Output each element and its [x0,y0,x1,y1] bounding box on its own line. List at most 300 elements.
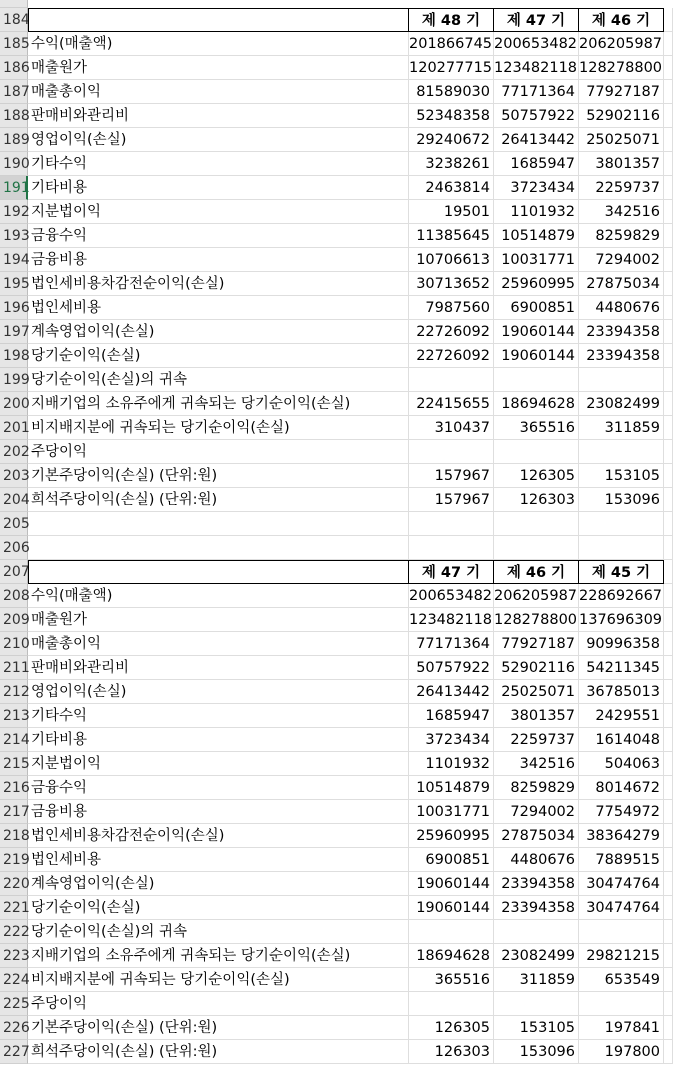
cell-value[interactable]: 3723434 [494,176,579,200]
cell-value[interactable]: 10031771 [494,248,579,272]
cell-value[interactable]: 30474764 [579,896,664,920]
table-row [0,680,673,704]
table-row [0,32,673,56]
cell-value[interactable]: 310437 [409,416,494,440]
cell-value[interactable] [409,440,494,464]
cell-account-label[interactable]: 매출원가 [28,56,409,80]
cell-account-label[interactable]: 기타수익 [28,704,409,728]
cell-empty[interactable] [664,1016,673,1040]
cell-empty[interactable] [664,128,673,152]
cell-value[interactable]: 54211345 [579,656,664,680]
cell-empty[interactable] [664,272,673,296]
cell-value[interactable]: 157967 [409,464,494,488]
cell-value[interactable]: 200653482 [409,584,494,608]
cell-value[interactable]: 126303 [409,1040,494,1064]
cell-value[interactable]: 128278800 [579,56,664,80]
cell-label-header[interactable] [28,8,409,32]
table-row [0,56,673,80]
table-row [0,440,673,464]
cell-account-label[interactable]: 지배기업의 소유주에게 귀속되는 당기순이익(손실) [28,392,409,416]
cell-value[interactable]: 128278800 [494,608,579,632]
cell-account-label[interactable]: 매출총이익 [28,632,409,656]
row-number[interactable]: 210 [0,632,28,656]
cell-empty[interactable] [664,56,673,80]
cell-empty[interactable] [664,488,673,512]
cell-value[interactable]: 2259737 [579,176,664,200]
cell-value[interactable] [494,920,579,944]
cell-empty[interactable] [409,536,494,560]
cell-account-label[interactable]: 매출원가 [28,608,409,632]
row-number[interactable]: 201 [0,416,28,440]
row-number[interactable]: 189 [0,128,28,152]
cell-value[interactable]: 22726092 [409,344,494,368]
cell-empty[interactable] [579,536,664,560]
cell-value[interactable]: 19060144 [494,344,579,368]
cell-value[interactable]: 120277715 [409,56,494,80]
cell-value[interactable]: 25960995 [494,272,579,296]
cell-value[interactable]: 11385645 [409,224,494,248]
cell-value[interactable]: 228692667 [579,584,664,608]
row-number[interactable]: 187 [0,80,28,104]
cell-value[interactable]: 23394358 [494,896,579,920]
cell-value[interactable]: 197841 [579,1016,664,1040]
cell-empty[interactable] [664,968,673,992]
cell-value[interactable]: 26413442 [409,680,494,704]
row-number[interactable]: 185 [0,32,28,56]
cell-value[interactable] [579,368,664,392]
cell-empty[interactable] [664,200,673,224]
row-number[interactable]: 208 [0,584,28,608]
row-number[interactable]: 204 [0,488,28,512]
cell-value[interactable]: 19501 [409,200,494,224]
cell-value[interactable]: 8014672 [579,776,664,800]
cell-value[interactable]: 2429551 [579,704,664,728]
cell-value[interactable]: 81589030 [409,80,494,104]
period-header-row [0,8,673,32]
cell-value[interactable]: 19060144 [409,896,494,920]
cell-empty[interactable] [664,416,673,440]
cell-value[interactable]: 365516 [409,968,494,992]
cell-value[interactable]: 157967 [409,488,494,512]
row-number[interactable] [0,0,28,8]
cell-account-label[interactable]: 당기순이익(손실)의 귀속 [28,368,409,392]
row-number[interactable]: 209 [0,608,28,632]
cell-value[interactable]: 23394358 [579,320,664,344]
cell-value[interactable]: 23394358 [494,872,579,896]
cell-value[interactable]: 27875034 [579,272,664,296]
cell-empty[interactable] [664,704,673,728]
table-row [0,104,673,128]
cell-account-label[interactable]: 기타수익 [28,152,409,176]
cell-value[interactable]: 8259829 [579,224,664,248]
cell-empty[interactable] [664,512,673,536]
cell-account-label[interactable]: 계속영업이익(손실) [28,320,409,344]
cell-value[interactable]: 3723434 [409,728,494,752]
cell-value[interactable] [579,992,664,1016]
cell-empty[interactable] [664,632,673,656]
cell-value[interactable]: 126303 [494,488,579,512]
table-row [0,272,673,296]
cell-value[interactable]: 126305 [494,464,579,488]
period-header-cell[interactable]: 제 48 기 [409,8,494,32]
row-number[interactable]: 226 [0,1016,28,1040]
row-number[interactable]: 188 [0,104,28,128]
cell-value[interactable]: 6900851 [494,296,579,320]
cell-value[interactable]: 18694628 [494,392,579,416]
cell-empty[interactable] [664,368,673,392]
cell-value[interactable]: 77927187 [494,632,579,656]
cell-account-label[interactable]: 당기순이익(손실)의 귀속 [28,920,409,944]
cell-account-label[interactable]: 계속영업이익(손실) [28,872,409,896]
cell-empty[interactable] [664,464,673,488]
cell-account-label[interactable]: 희석주당이익(손실) (단위:원) [28,488,409,512]
cell-value[interactable]: 90996358 [579,632,664,656]
cell-value[interactable]: 200653482 [494,32,579,56]
row-number[interactable]: 214 [0,728,28,752]
cell-value[interactable]: 7754972 [579,800,664,824]
cell-value[interactable]: 153096 [579,488,664,512]
row-number[interactable]: 213 [0,704,28,728]
cell-value[interactable]: 25960995 [409,824,494,848]
cell-value[interactable] [409,992,494,1016]
row-number[interactable]: 199 [0,368,28,392]
cell-account-label[interactable]: 금융수익 [28,776,409,800]
cell-empty[interactable] [664,896,673,920]
row-number[interactable]: 218 [0,824,28,848]
table-row [0,944,673,968]
cell-value[interactable]: 1685947 [409,704,494,728]
cell-label-header[interactable] [28,560,409,584]
table-row [0,704,673,728]
cell-value[interactable]: 4480676 [579,296,664,320]
cell-value[interactable]: 504063 [579,752,664,776]
cell-empty[interactable] [28,512,409,536]
cell-account-label[interactable]: 당기순이익(손실) [28,896,409,920]
cell-value[interactable] [409,920,494,944]
row-number[interactable]: 193 [0,224,28,248]
row-number[interactable]: 191 [0,176,28,200]
table-row [0,608,673,632]
cell-value[interactable]: 206205987 [494,584,579,608]
cell-empty[interactable] [579,512,664,536]
cell-empty[interactable] [664,296,673,320]
cell-empty[interactable] [664,392,673,416]
cell-value[interactable]: 6900851 [409,848,494,872]
cell-value[interactable]: 22415655 [409,392,494,416]
table-row [0,776,673,800]
cell-empty[interactable] [664,752,673,776]
cell-account-label[interactable]: 지배기업의 소유주에게 귀속되는 당기순이익(손실) [28,944,409,968]
cell-value[interactable]: 10706613 [409,248,494,272]
cell-value[interactable]: 7294002 [579,248,664,272]
row-number[interactable]: 196 [0,296,28,320]
table-row [0,632,673,656]
cell-empty[interactable] [664,608,673,632]
cell-value[interactable]: 342516 [579,200,664,224]
cell-value[interactable]: 10514879 [494,224,579,248]
row-number[interactable]: 202 [0,440,28,464]
cell-account-label[interactable]: 기본주당이익(손실) (단위:원) [28,1016,409,1040]
cell-empty[interactable] [494,512,579,536]
table-row [0,800,673,824]
cell-value[interactable]: 365516 [494,416,579,440]
cell-value[interactable]: 3238261 [409,152,494,176]
cell-value[interactable]: 3801357 [579,152,664,176]
cell-value[interactable]: 30474764 [579,872,664,896]
cell-empty[interactable] [664,176,673,200]
row-number[interactable]: 195 [0,272,28,296]
cell-account-label[interactable]: 비지배지분에 귀속되는 당기순이익(손실) [28,416,409,440]
cell-empty[interactable] [664,8,673,32]
cell-empty[interactable] [28,536,409,560]
cell-account-label[interactable]: 금융수익 [28,224,409,248]
cell-value[interactable]: 1685947 [494,152,579,176]
cell-value[interactable]: 77171364 [494,80,579,104]
cell-value[interactable]: 23394358 [579,344,664,368]
cell-empty[interactable] [664,560,673,584]
cell-empty[interactable] [664,872,673,896]
row-number[interactable]: 197 [0,320,28,344]
cell-value[interactable]: 7987560 [409,296,494,320]
cell-empty[interactable] [664,440,673,464]
row-number[interactable]: 225 [0,992,28,1016]
cell-empty[interactable] [664,944,673,968]
cell-value[interactable]: 311859 [494,968,579,992]
table-row [0,152,673,176]
table-row [0,920,673,944]
cell-value[interactable]: 77171364 [409,632,494,656]
cell-value[interactable]: 137696309 [579,608,664,632]
blank-row [0,512,673,536]
cell-value[interactable]: 50757922 [494,104,579,128]
row-number[interactable]: 217 [0,800,28,824]
cell-account-label[interactable]: 매출총이익 [28,80,409,104]
cell-value[interactable]: 25025071 [579,128,664,152]
cell-value[interactable]: 7294002 [494,800,579,824]
cell-account-label[interactable]: 법인세비용 [28,848,409,872]
cell-account-label[interactable]: 지분법이익 [28,752,409,776]
cell-empty[interactable] [664,80,673,104]
table-row [0,872,673,896]
cell-value[interactable] [579,920,664,944]
row-number[interactable]: 224 [0,968,28,992]
cell-empty[interactable] [664,584,673,608]
table-row [0,656,673,680]
cell-empty[interactable] [664,344,673,368]
cell-value[interactable]: 201866745 [409,32,494,56]
cell-empty[interactable] [664,680,673,704]
cell-value[interactable]: 123482118 [409,608,494,632]
cell-value[interactable]: 153105 [494,1016,579,1040]
cell-value[interactable]: 2259737 [494,728,579,752]
row-number[interactable]: 198 [0,344,28,368]
row-number[interactable]: 203 [0,464,28,488]
table-row [0,176,673,200]
row-number[interactable]: 220 [0,872,28,896]
cell-value[interactable]: 126305 [409,1016,494,1040]
row-number[interactable]: 194 [0,248,28,272]
row-number[interactable]: 212 [0,680,28,704]
cell-value[interactable]: 342516 [494,752,579,776]
row-number[interactable]: 215 [0,752,28,776]
table-row [0,968,673,992]
cell-value[interactable]: 7889515 [579,848,664,872]
cell-account-label[interactable]: 기타비용 [28,176,409,200]
cell-empty[interactable] [664,1040,673,1064]
table-row [0,224,673,248]
cell-value[interactable]: 10031771 [409,800,494,824]
cell-value[interactable]: 1101932 [409,752,494,776]
cell-value[interactable]: 52902116 [579,104,664,128]
row-number[interactable]: 205 [0,512,28,536]
cell-account-label[interactable]: 지분법이익 [28,200,409,224]
cell-value[interactable] [494,368,579,392]
cell-value[interactable]: 23082499 [494,944,579,968]
table-row [0,464,673,488]
cell-value[interactable] [494,440,579,464]
row-number[interactable]: 186 [0,56,28,80]
period-header-cell[interactable]: 제 47 기 [494,8,579,32]
cell-empty[interactable] [664,152,673,176]
cell-account-label[interactable]: 법인세비용 [28,296,409,320]
cell-value[interactable]: 77927187 [579,80,664,104]
cell-empty[interactable] [664,32,673,56]
cell-account-label[interactable]: 판매비와관리비 [28,656,409,680]
table-row [0,824,673,848]
cell-value[interactable]: 27875034 [494,824,579,848]
cell-value[interactable]: 653549 [579,968,664,992]
cell-value[interactable]: 8259829 [494,776,579,800]
cell-value[interactable]: 50757922 [409,656,494,680]
row-number[interactable]: 190 [0,152,28,176]
cell-account-label[interactable]: 수익(매출액) [28,584,409,608]
cell-empty[interactable] [664,848,673,872]
cell-empty[interactable] [664,824,673,848]
cell-value[interactable]: 1101932 [494,200,579,224]
cell-empty[interactable] [664,536,673,560]
table-row [0,344,673,368]
cell-value[interactable]: 311859 [579,416,664,440]
cell-account-label[interactable]: 금융비용 [28,800,409,824]
table-row [0,584,673,608]
row-number[interactable]: 219 [0,848,28,872]
cell-empty[interactable] [664,104,673,128]
cell-account-label[interactable]: 주당이익 [28,992,409,1016]
row-number[interactable]: 216 [0,776,28,800]
cell-empty[interactable] [664,800,673,824]
cell-value[interactable]: 206205987 [579,32,664,56]
period-header-cell[interactable]: 제 47 기 [409,560,494,584]
cell-account-label[interactable]: 영업이익(손실) [28,128,409,152]
cell-value[interactable]: 52348358 [409,104,494,128]
cell-value[interactable]: 19060144 [494,320,579,344]
cell-value[interactable]: 22726092 [409,320,494,344]
table-row [0,752,673,776]
period-header-cell[interactable]: 제 46 기 [494,560,579,584]
cell-account-label[interactable]: 영업이익(손실) [28,680,409,704]
cell-account-label[interactable]: 법인세비용차감전순이익(손실) [28,824,409,848]
cell-empty[interactable] [664,320,673,344]
cell-empty[interactable] [664,248,673,272]
cell-value[interactable]: 10514879 [409,776,494,800]
cell-account-label[interactable]: 판매비와관리비 [28,104,409,128]
table-row [0,992,673,1016]
row-number[interactable]: 206 [0,536,28,560]
cell-value[interactable] [409,368,494,392]
cell-empty[interactable] [664,992,673,1016]
table-row [0,80,673,104]
cell-account-label[interactable]: 법인세비용차감전순이익(손실) [28,272,409,296]
table-row [0,1016,673,1040]
cell-value[interactable]: 23082499 [579,392,664,416]
table-row [0,416,673,440]
table-row [0,128,673,152]
cell-value[interactable]: 197800 [579,1040,664,1064]
cell-account-label[interactable]: 기타비용 [28,728,409,752]
period-header-cell[interactable]: 제 45 기 [579,560,664,584]
cell-value[interactable]: 29240672 [409,128,494,152]
cell-account-label[interactable]: 주당이익 [28,440,409,464]
cell-account-label[interactable]: 금융비용 [28,248,409,272]
row-number[interactable]: 211 [0,656,28,680]
cell-value[interactable]: 29821215 [579,944,664,968]
cell-value[interactable]: 18694628 [409,944,494,968]
table-row [0,392,673,416]
cell-value[interactable]: 4480676 [494,848,579,872]
row-number[interactable]: 227 [0,1040,28,1064]
row-number[interactable]: 222 [0,920,28,944]
cell-account-label[interactable]: 수익(매출액) [28,32,409,56]
cell-value[interactable]: 123482118 [494,56,579,80]
row-number[interactable]: 200 [0,392,28,416]
cell-value[interactable]: 26413442 [494,128,579,152]
cell-value[interactable]: 25025071 [494,680,579,704]
row-number[interactable]: 184 [0,8,28,32]
period-header-cell[interactable]: 제 46 기 [579,8,664,32]
period-header-row [0,560,673,584]
cell-value[interactable]: 153096 [494,1040,579,1064]
cell-value[interactable]: 1614048 [579,728,664,752]
cell-value[interactable]: 3801357 [494,704,579,728]
cell-value[interactable]: 19060144 [409,872,494,896]
cell-empty[interactable] [664,776,673,800]
cell-empty[interactable] [664,224,673,248]
cell-account-label[interactable]: 당기순이익(손실) [28,344,409,368]
cell-account-label[interactable]: 희석주당이익(손실) (단위:원) [28,1040,409,1064]
cell-empty[interactable] [664,728,673,752]
cell-value[interactable]: 153105 [579,464,664,488]
cell-value[interactable] [579,440,664,464]
cell-empty[interactable] [494,536,579,560]
cell-empty[interactable] [664,920,673,944]
cell-value[interactable]: 38364279 [579,824,664,848]
cell-value[interactable] [494,992,579,1016]
cell-empty[interactable] [409,512,494,536]
blank-row [0,536,673,560]
cell-empty[interactable] [664,656,673,680]
cell-value[interactable]: 52902116 [494,656,579,680]
row-number[interactable]: 221 [0,896,28,920]
cell-value[interactable]: 36785013 [579,680,664,704]
row-number[interactable]: 207 [0,560,28,584]
cell-value[interactable]: 2463814 [409,176,494,200]
table-row [0,896,673,920]
cell-account-label[interactable]: 비지배지분에 귀속되는 당기순이익(손실) [28,968,409,992]
cell-value[interactable]: 30713652 [409,272,494,296]
row-number[interactable]: 223 [0,944,28,968]
cell-account-label[interactable]: 기본주당이익(손실) (단위:원) [28,464,409,488]
row-number[interactable]: 192 [0,200,28,224]
